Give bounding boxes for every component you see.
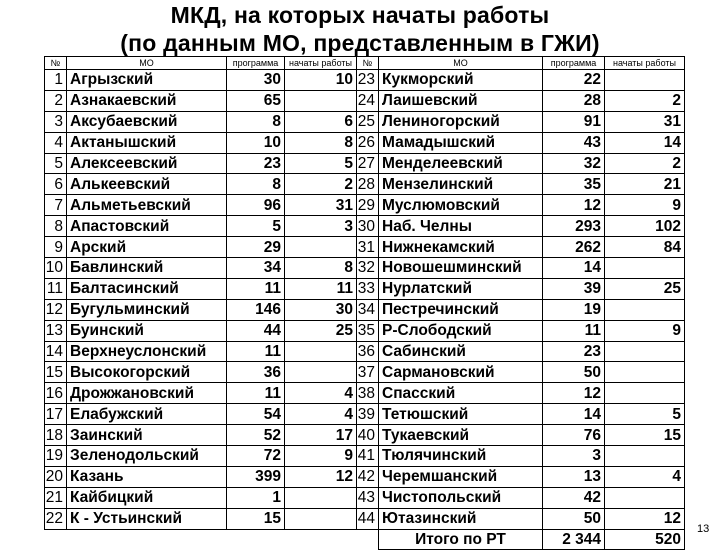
started-count: 4 — [285, 383, 357, 404]
row-number: 22 — [45, 508, 67, 529]
district-name: Новошешминский — [379, 258, 543, 279]
program-count: 23 — [543, 341, 605, 362]
started-count: 4 — [285, 404, 357, 425]
row-number: 5 — [45, 153, 67, 174]
district-name: Дрожжановский — [67, 383, 227, 404]
row-number: 24 — [357, 90, 379, 111]
started-count: 30 — [285, 299, 357, 320]
table-row — [45, 508, 685, 529]
started-count: 17 — [285, 425, 357, 446]
district-name: Мензелинский — [379, 174, 543, 195]
row-number: 13 — [45, 320, 67, 341]
row-number: 7 — [45, 195, 67, 216]
program-count: 5 — [227, 216, 285, 237]
header-num-right: № — [357, 57, 379, 70]
row-number: 36 — [357, 341, 379, 362]
district-name: Черемшанский — [379, 466, 543, 487]
started-count: 12 — [285, 466, 357, 487]
started-count: 9 — [285, 446, 357, 467]
district-name: Чистопольский — [379, 487, 543, 508]
row-number: 20 — [45, 466, 67, 487]
table-row — [45, 446, 685, 467]
row-number: 37 — [357, 362, 379, 383]
started-count: 5 — [285, 153, 357, 174]
table-row — [45, 258, 685, 279]
row-number: 12 — [45, 299, 67, 320]
row-number: 4 — [45, 132, 67, 153]
district-name: Наб. Челны — [379, 216, 543, 237]
program-count: 72 — [227, 446, 285, 467]
started-count: 4 — [605, 466, 685, 487]
district-name: Буинский — [67, 320, 227, 341]
row-number: 40 — [357, 425, 379, 446]
program-count: 11 — [227, 341, 285, 362]
program-count: 32 — [543, 153, 605, 174]
started-count: 2 — [605, 153, 685, 174]
district-name: Азнакаевский — [67, 90, 227, 111]
program-count: 96 — [227, 195, 285, 216]
district-name: Кайбицкий — [67, 487, 227, 508]
program-count: 15 — [227, 508, 285, 529]
program-count: 262 — [543, 237, 605, 258]
started-count — [605, 258, 685, 279]
started-count — [605, 383, 685, 404]
program-count: 52 — [227, 425, 285, 446]
district-name: Зеленодольский — [67, 446, 227, 467]
district-name: Ютазинский — [379, 508, 543, 529]
started-count: 10 — [285, 70, 357, 91]
started-count: 21 — [605, 174, 685, 195]
row-number: 39 — [357, 404, 379, 425]
row-number: 2 — [45, 90, 67, 111]
program-count: 12 — [543, 383, 605, 404]
district-name: Р-Слободский — [379, 320, 543, 341]
started-count: 15 — [605, 425, 685, 446]
district-name: Тукаевский — [379, 425, 543, 446]
table-row — [45, 466, 685, 487]
program-count: 54 — [227, 404, 285, 425]
table-row — [45, 132, 685, 153]
program-count: 8 — [227, 111, 285, 132]
table-row — [45, 174, 685, 195]
row-number: 30 — [357, 216, 379, 237]
row-number: 34 — [357, 299, 379, 320]
district-name: Тетюшский — [379, 404, 543, 425]
row-number: 33 — [357, 278, 379, 299]
district-name: Кукморский — [379, 70, 543, 91]
row-number: 1 — [45, 70, 67, 91]
district-name: К - Устьинский — [67, 508, 227, 529]
started-count: 8 — [285, 132, 357, 153]
district-name: Лениногорский — [379, 111, 543, 132]
page-number: 13 — [697, 523, 710, 535]
table-row — [45, 278, 685, 299]
district-name: Муслюмовский — [379, 195, 543, 216]
row-number: 3 — [45, 111, 67, 132]
table-row — [45, 237, 685, 258]
started-count — [285, 362, 357, 383]
data-table — [44, 56, 685, 550]
header-mo-left: МО — [67, 57, 227, 70]
district-name: Нижнекамский — [379, 237, 543, 258]
table-row — [45, 487, 685, 508]
row-number: 17 — [45, 404, 67, 425]
row-number: 14 — [45, 341, 67, 362]
district-name: Бавлинский — [67, 258, 227, 279]
district-name: Актанышский — [67, 132, 227, 153]
started-count: 25 — [285, 320, 357, 341]
table-row — [45, 383, 685, 404]
program-count: 42 — [543, 487, 605, 508]
row-number: 10 — [45, 258, 67, 279]
table-row — [45, 320, 685, 341]
header-started-right: начаты работы — [605, 57, 685, 70]
district-name: Апастовский — [67, 216, 227, 237]
started-count: 8 — [285, 258, 357, 279]
title-line-1: МКД, на которых начаты работы — [170, 2, 550, 28]
row-number: 8 — [45, 216, 67, 237]
program-count: 3 — [543, 446, 605, 467]
row-number: 31 — [357, 237, 379, 258]
district-name: Высокогорский — [67, 362, 227, 383]
program-count: 91 — [543, 111, 605, 132]
program-count: 76 — [543, 425, 605, 446]
table-row — [45, 195, 685, 216]
program-count: 11 — [227, 383, 285, 404]
row-number: 27 — [357, 153, 379, 174]
district-name: Заинский — [67, 425, 227, 446]
started-count: 6 — [285, 111, 357, 132]
program-count: 14 — [543, 258, 605, 279]
program-count: 50 — [543, 508, 605, 529]
row-number: 21 — [45, 487, 67, 508]
district-name: Мамадышский — [379, 132, 543, 153]
row-number: 23 — [357, 70, 379, 91]
program-count: 19 — [543, 299, 605, 320]
program-count: 44 — [227, 320, 285, 341]
district-name: Верхнеуслонский — [67, 341, 227, 362]
started-count: 31 — [285, 195, 357, 216]
program-count: 35 — [543, 174, 605, 195]
district-name: Казань — [67, 466, 227, 487]
total-label: Итого по РТ — [379, 529, 543, 550]
program-count: 13 — [543, 466, 605, 487]
district-name: Балтасинский — [67, 278, 227, 299]
row-number: 15 — [45, 362, 67, 383]
program-count: 39 — [543, 278, 605, 299]
row-number: 44 — [357, 508, 379, 529]
started-count — [285, 341, 357, 362]
total-program: 2 344 — [543, 529, 605, 550]
district-name: Аксубаевский — [67, 111, 227, 132]
total-started: 520 — [605, 529, 685, 550]
started-count: 9 — [605, 195, 685, 216]
table-row — [45, 341, 685, 362]
started-count — [285, 237, 357, 258]
started-count: 25 — [605, 278, 685, 299]
table-row — [45, 404, 685, 425]
title-line-2: (по данным МО, представленным в ГЖИ) — [120, 30, 600, 56]
started-count: 2 — [285, 174, 357, 195]
district-name: Менделеевский — [379, 153, 543, 174]
row-number: 28 — [357, 174, 379, 195]
district-name: Нурлатский — [379, 278, 543, 299]
started-count — [605, 70, 685, 91]
started-count: 102 — [605, 216, 685, 237]
row-number: 26 — [357, 132, 379, 153]
row-number: 18 — [45, 425, 67, 446]
district-name: Елабужский — [67, 404, 227, 425]
row-number: 32 — [357, 258, 379, 279]
district-name: Бугульминский — [67, 299, 227, 320]
program-count: 293 — [543, 216, 605, 237]
started-count: 84 — [605, 237, 685, 258]
row-number: 35 — [357, 320, 379, 341]
program-count: 14 — [543, 404, 605, 425]
table-row — [45, 362, 685, 383]
started-count — [605, 341, 685, 362]
district-name: Сабинский — [379, 341, 543, 362]
header-mo-right: МО — [379, 57, 543, 70]
program-count: 12 — [543, 195, 605, 216]
program-count: 50 — [543, 362, 605, 383]
row-number: 42 — [357, 466, 379, 487]
started-count: 9 — [605, 320, 685, 341]
program-count: 29 — [227, 237, 285, 258]
header-program-right: программа — [543, 57, 605, 70]
program-count: 146 — [227, 299, 285, 320]
program-count: 34 — [227, 258, 285, 279]
program-count: 43 — [543, 132, 605, 153]
district-name: Альметьевский — [67, 195, 227, 216]
program-count: 11 — [543, 320, 605, 341]
program-count: 11 — [227, 278, 285, 299]
row-number: 6 — [45, 174, 67, 195]
row-number: 19 — [45, 446, 67, 467]
started-count — [605, 299, 685, 320]
program-count: 65 — [227, 90, 285, 111]
row-number: 11 — [45, 278, 67, 299]
district-name: Пестречинский — [379, 299, 543, 320]
table-row — [45, 425, 685, 446]
started-count — [605, 487, 685, 508]
table-row — [45, 216, 685, 237]
row-number: 9 — [45, 237, 67, 258]
started-count: 12 — [605, 508, 685, 529]
started-count: 31 — [605, 111, 685, 132]
program-count: 36 — [227, 362, 285, 383]
district-name: Спасский — [379, 383, 543, 404]
header-num-left: № — [45, 57, 67, 70]
district-name: Сармановский — [379, 362, 543, 383]
header-started-left: начаты работы — [285, 57, 357, 70]
program-count: 399 — [227, 466, 285, 487]
district-name: Алькеевский — [67, 174, 227, 195]
row-number: 41 — [357, 446, 379, 467]
table-row — [45, 90, 685, 111]
table-row — [45, 70, 685, 91]
program-count: 1 — [227, 487, 285, 508]
district-name: Агрызский — [67, 70, 227, 91]
table-row — [45, 299, 685, 320]
started-count — [605, 446, 685, 467]
district-name: Тюлячинский — [379, 446, 543, 467]
started-count: 5 — [605, 404, 685, 425]
row-number: 29 — [357, 195, 379, 216]
started-count: 11 — [285, 278, 357, 299]
program-count: 22 — [543, 70, 605, 91]
district-name: Лаишевский — [379, 90, 543, 111]
started-count: 2 — [605, 90, 685, 111]
started-count: 14 — [605, 132, 685, 153]
row-number: 25 — [357, 111, 379, 132]
district-name: Арский — [67, 237, 227, 258]
started-count — [285, 90, 357, 111]
table-row — [45, 153, 685, 174]
started-count: 3 — [285, 216, 357, 237]
header-row — [45, 57, 685, 70]
row-number: 16 — [45, 383, 67, 404]
started-count — [605, 362, 685, 383]
started-count — [285, 487, 357, 508]
started-count — [285, 508, 357, 529]
program-count: 10 — [227, 132, 285, 153]
program-count: 8 — [227, 174, 285, 195]
table-row — [45, 111, 685, 132]
program-count: 28 — [543, 90, 605, 111]
row-number: 38 — [357, 383, 379, 404]
header-program-left: программа — [227, 57, 285, 70]
district-name: Алексеевский — [67, 153, 227, 174]
row-number: 43 — [357, 487, 379, 508]
program-count: 23 — [227, 153, 285, 174]
program-count: 30 — [227, 70, 285, 91]
